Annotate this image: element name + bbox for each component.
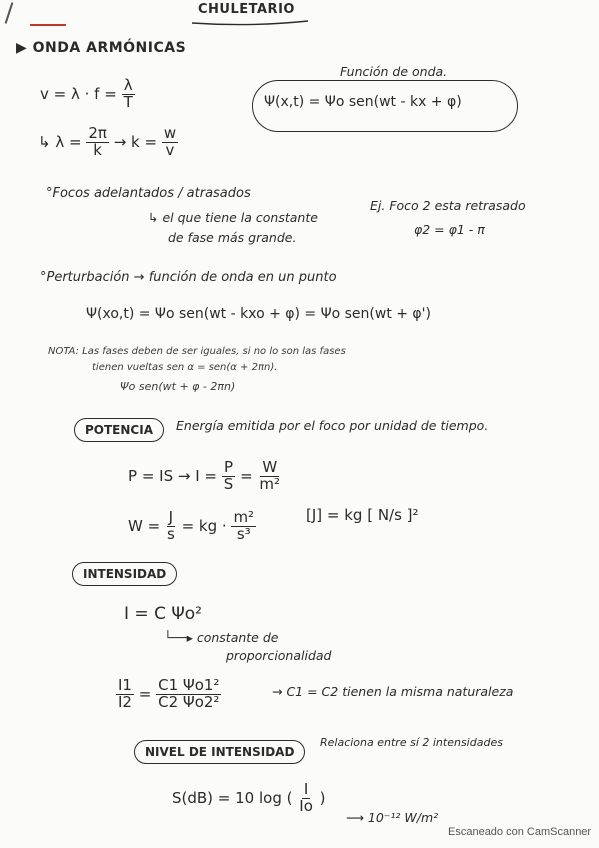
nivel-formula-lhs: S(dB) = 10 log ( — [172, 788, 293, 807]
wavelength-num: 2π — [88, 124, 107, 142]
perturbacion-title-text: Perturbación → función de onda en un punto — [46, 270, 337, 285]
potencia-eq1-num2: W — [262, 458, 278, 476]
velocity-fraction — [122, 78, 135, 111]
nivel-desc: Relaciona entre sí 2 intensidades — [320, 736, 503, 749]
potencia-eq-3: [J] = kg [ N/s ]² — [306, 506, 419, 524]
ratio-lhs — [116, 678, 134, 711]
nivel-formula-rhs: ) — [319, 788, 326, 807]
right-arrow-icon: └──▸ — [164, 630, 193, 645]
potencia-eq2-lhs: W = — [128, 516, 161, 535]
potencia-eq1-frac — [222, 460, 236, 493]
potencia-eq-2 — [128, 510, 256, 543]
nivel-ref — [346, 810, 438, 825]
intensidad-ratio — [116, 678, 221, 711]
wave-function-formula: Ψ(x,t) = Ψo sen(wt - kx + φ) — [264, 94, 462, 110]
wavelength-arrow: → k = — [113, 132, 158, 151]
intensidad-note-1: constante de — [196, 630, 279, 645]
ratio-rhs-num: C1 Ψo1² — [158, 676, 220, 694]
circle-bullet-icon: ° — [40, 270, 47, 285]
velocity-den: T — [123, 92, 133, 111]
intensidad-ratio-note: → C1 = C2 tienen la misma naturaleza — [272, 684, 514, 699]
red-underline — [30, 24, 66, 26]
potencia-eq2-den2: s³ — [236, 524, 251, 543]
k-den: v — [165, 140, 175, 159]
potencia-eq2-frac2 — [231, 510, 256, 543]
potencia-desc: Energía emitida por el foco por unidad de tiempo. — [176, 418, 489, 433]
potencia-eq2-frac — [165, 510, 177, 543]
potencia-eq1-num: P — [223, 458, 234, 476]
wavelength-equation — [38, 126, 178, 159]
intensidad-label: INTENSIDAD — [72, 562, 177, 586]
equals-sign: = — [138, 684, 152, 703]
ratio-lhs-num: I1 — [118, 676, 132, 694]
intensidad-formula: I = C Ψo² — [124, 604, 202, 624]
perturbacion-formula: Ψ(xo,t) = Ψo sen(wt - kxo + φ) = Ψo sen(wt + φ') — [86, 306, 431, 322]
section-title: ONDA ARMÓNICAS — [32, 40, 187, 56]
potencia-eq1-eq: = — [240, 466, 253, 485]
ratio-lhs-den: I2 — [118, 692, 132, 711]
potencia-eq1-den: S — [223, 474, 234, 493]
potencia-eq1-lhs: P = IS → I = — [128, 466, 217, 485]
potencia-label: POTENCIA — [74, 418, 164, 442]
potencia-eq2-mid: = kg · — [181, 516, 227, 535]
intensidad-note-arrow — [164, 630, 278, 645]
focos-desc-1 — [148, 210, 318, 225]
potencia-eq2-den: s — [166, 524, 175, 543]
wavelength-lhs: λ = — [55, 132, 82, 151]
page-title: CHULETARIO — [198, 2, 295, 17]
focos-example-1: Ej. Foco 2 esta retrasado — [370, 198, 526, 213]
potencia-eq1-den2: m² — [259, 474, 281, 493]
corner-mark — [5, 2, 14, 24]
scanner-watermark: Escaneado con CamScanner — [448, 826, 592, 838]
nivel-den: Io — [299, 796, 313, 815]
potencia-eq1-frac2 — [257, 460, 282, 493]
perturbacion-note-1: NOTA: Las fases deben de ser iguales, si no lo son las fases — [48, 346, 346, 357]
velocity-lhs: v = λ · f = — [40, 84, 117, 103]
potencia-eq-1 — [128, 460, 282, 493]
potencia-eq2-num2: m² — [233, 508, 255, 526]
perturbacion-note-3: Ψo sen(wt + φ - 2πn) — [120, 380, 236, 393]
nivel-label: NIVEL DE INTENSIDAD — [134, 740, 305, 764]
circle-bullet-icon: ° — [46, 186, 53, 201]
focos-example-2: φ2 = φ1 - π — [414, 222, 485, 237]
ratio-rhs — [156, 678, 221, 711]
section-onda-armonicas — [16, 40, 186, 56]
wavelength-fraction — [86, 126, 109, 159]
velocity-equation — [40, 78, 135, 111]
k-num: w — [163, 124, 177, 142]
ratio-rhs-den: C2 Ψo2² — [158, 692, 220, 711]
k-fraction — [162, 126, 178, 159]
nivel-fraction — [297, 782, 315, 815]
right-arrow-icon: ⟶ — [346, 810, 364, 825]
potencia-eq2-num: J — [168, 508, 174, 526]
hook-arrow-icon: ↳ — [38, 132, 51, 151]
perturbacion-note-2: tienen vueltas sen α = sen(α + 2πn). — [92, 362, 278, 373]
nivel-num: I — [303, 780, 309, 798]
wave-function-label: Función de onda. — [340, 64, 448, 79]
title-underline — [190, 18, 310, 26]
focos-desc-2: de fase más grande. — [168, 230, 297, 245]
wavelength-den: k — [93, 140, 102, 159]
perturbacion-title — [40, 270, 337, 285]
nivel-formula — [172, 782, 326, 815]
focos-title — [46, 186, 251, 201]
focos-desc-1-text: el que tiene la constante — [162, 210, 318, 225]
nivel-ref-text: 10⁻¹² W/m² — [367, 810, 439, 825]
velocity-num: λ — [123, 76, 133, 94]
hook-arrow-icon: ↳ — [148, 210, 159, 225]
focos-title-text: Focos adelantados / atrasados — [52, 186, 251, 201]
triangle-bullet-icon: ▶ — [16, 40, 28, 56]
intensidad-note-2: proporcionalidad — [226, 648, 332, 663]
